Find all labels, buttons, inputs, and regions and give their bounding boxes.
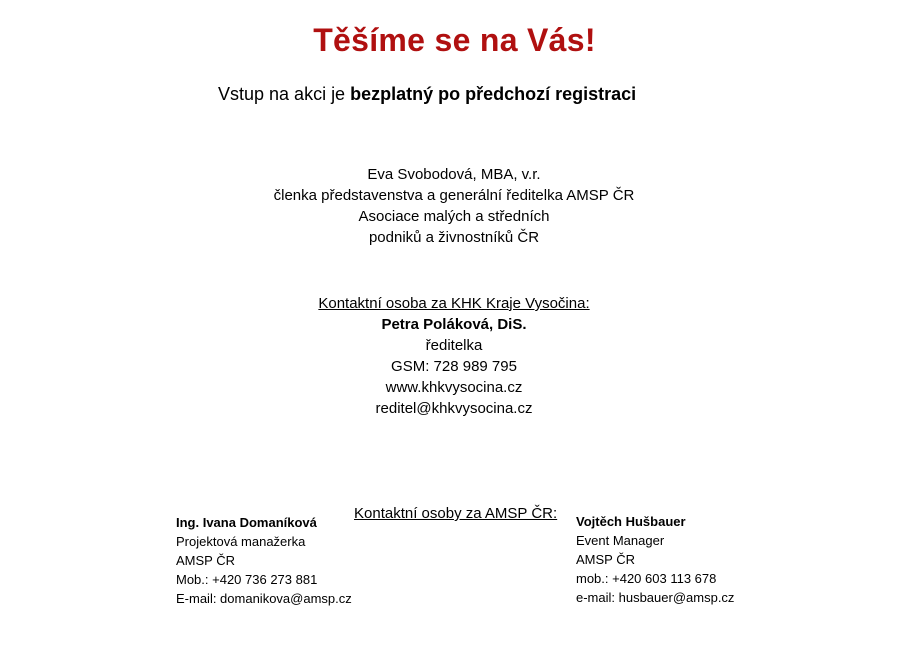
amsp-right-phone: mob.: +420 603 113 678 bbox=[576, 571, 717, 586]
amsp-contact-right bbox=[576, 512, 734, 607]
page-title: Těšíme se na Vás! bbox=[313, 22, 596, 58]
khk-contact-email[interactable]: reditel@khkvysocina.cz bbox=[375, 400, 533, 417]
amsp-left-org: AMSP ČR bbox=[176, 553, 235, 568]
khk-contact-role: ředitelka bbox=[425, 337, 483, 354]
amsp-left-name: Ing. Ivana Domaníková bbox=[176, 515, 317, 530]
signatory-org-line1: Asociace malých a středních bbox=[358, 208, 550, 225]
amsp-right-email[interactable]: e-mail: husbauer@amsp.cz bbox=[576, 590, 735, 605]
amsp-right-org: AMSP ČR bbox=[576, 552, 635, 567]
signatory-block bbox=[254, 164, 654, 248]
khk-contact-heading: Kontaktní osoba za KHK Kraje Vysočina: bbox=[318, 295, 590, 312]
khk-contact-phone: GSM: 728 989 795 bbox=[391, 358, 517, 375]
signatory-name: Eva Svobodová, MBA, v.r. bbox=[367, 166, 541, 183]
khk-contact-web[interactable]: www.khkvysocina.cz bbox=[385, 379, 523, 396]
amsp-left-role: Projektová manažerka bbox=[176, 534, 306, 549]
registration-note bbox=[218, 84, 636, 105]
amsp-contact-left bbox=[176, 513, 352, 608]
amsp-left-phone: Mob.: +420 736 273 881 bbox=[176, 572, 318, 587]
amsp-right-name: Vojtěch Hušbauer bbox=[576, 514, 686, 529]
amsp-right-role: Event Manager bbox=[576, 533, 665, 548]
amsp-left-email[interactable]: E-mail: domanikova@amsp.cz bbox=[176, 591, 352, 606]
registration-note-emphasis: bezplatný po předchozí registraci bbox=[350, 84, 637, 104]
signatory-org-line2: podniků a živnostníků ČR bbox=[368, 229, 540, 246]
khk-contact-name: Petra Poláková, DiS. bbox=[381, 316, 527, 333]
registration-note-prefix: Vstup na akci je bbox=[218, 84, 351, 104]
khk-contact-block bbox=[254, 293, 654, 419]
amsp-contacts-heading: Kontaktní osoby za AMSP ČR: bbox=[354, 505, 558, 522]
signatory-role: členka představenstva a generální ředitelka AMSP ČR bbox=[273, 187, 635, 204]
